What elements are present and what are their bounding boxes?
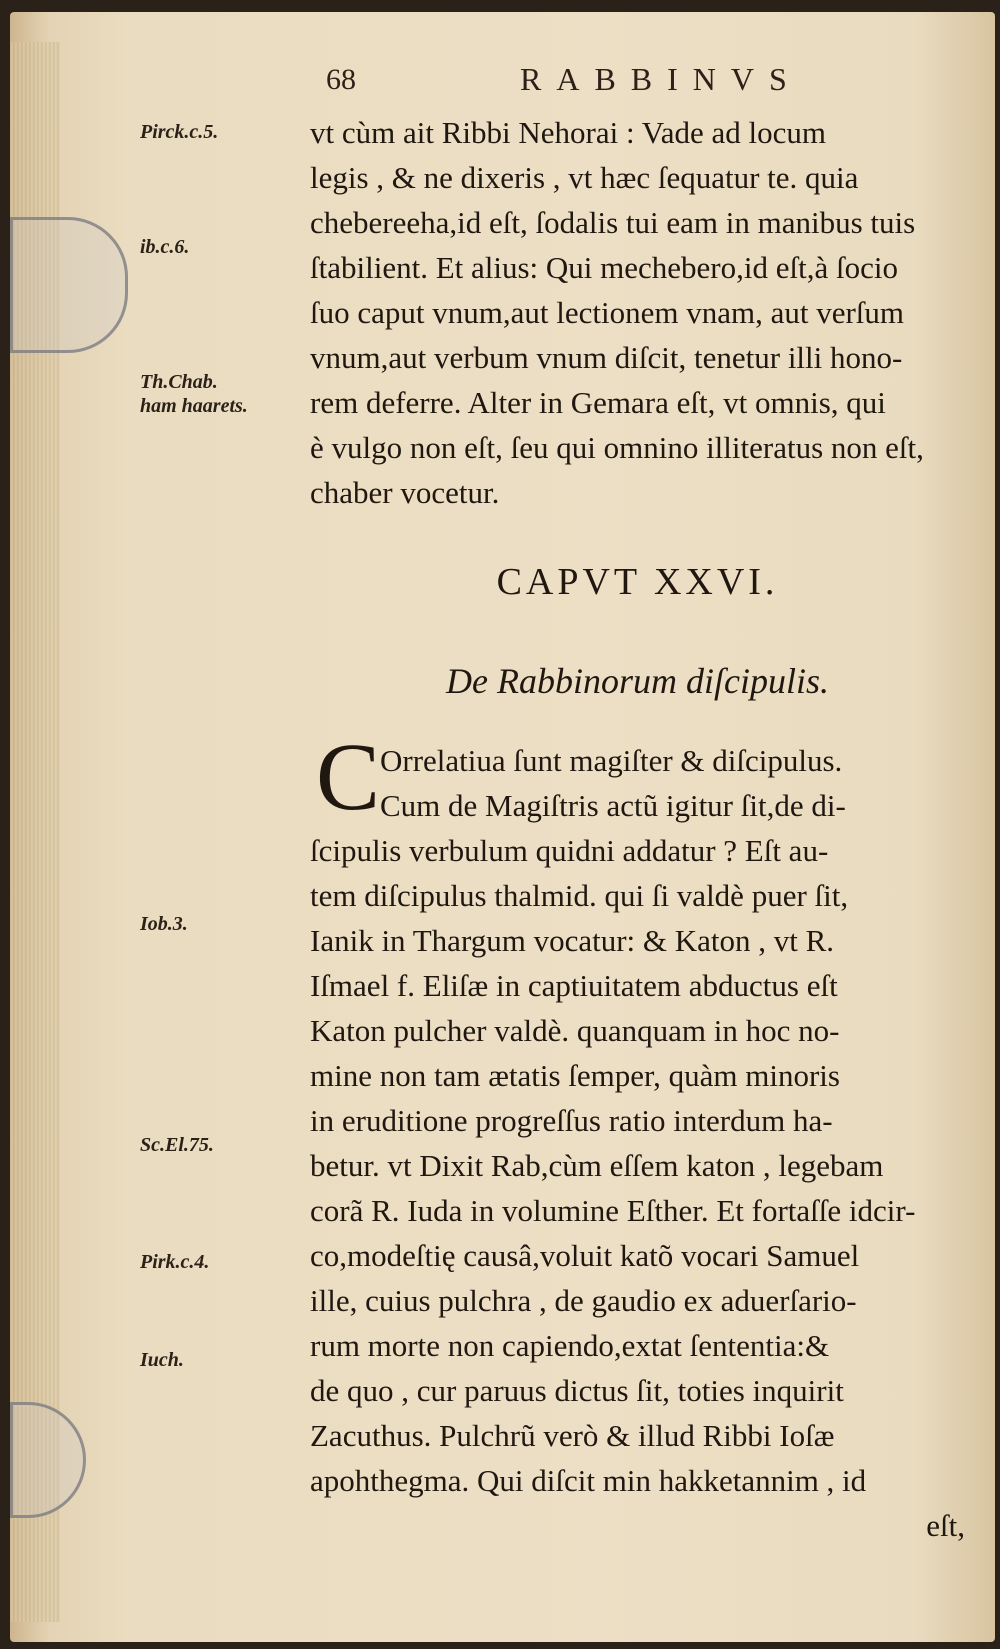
margin-note: Pirk.c.4. (140, 1251, 210, 1273)
text-line: de quo , cur paruus dictus ſit, toties inquirit (310, 1373, 844, 1408)
text-line: è vulgo non eſt, ſeu qui omnino illiteratus non eſt, (310, 430, 924, 465)
text-line: in eruditione progreſſus ratio interdum ha- (310, 1103, 833, 1138)
text-line: ille, cuius pulchra , de gaudio ex aduerſario- (310, 1283, 857, 1318)
text-line: Cum de Magiſtris actũ igitur ſit,de di- (380, 788, 846, 823)
margin-note: Th.Chab. (140, 371, 218, 393)
text-line: Katon pulcher valdè. quanquam in hoc no- (310, 1013, 840, 1048)
running-head: RABBINVS (520, 61, 802, 97)
margin-note: Pirck.c.5. (140, 121, 219, 143)
text-line: corã R. Iuda in volumine Eſther. Et fortaſſe idcir- (310, 1193, 916, 1228)
margin-note: ham haarets. (140, 395, 248, 417)
chapter-title: CAPVT XXVI. (496, 561, 779, 603)
text-line: Orrelatiua ſunt magiſter & diſcipulus. (380, 743, 843, 778)
book-clip-bottom (10, 1402, 86, 1518)
text-line: rem deferre. Alter in Gemara eſt, vt omnis, qui (310, 385, 886, 420)
text-line: tem diſcipulus thalmid. qui ſi valdè puer ſit, (310, 878, 849, 913)
text-line: apohthegma. Qui diſcit min hakketannim , id (310, 1463, 867, 1498)
text-line: Iſmael f. Eliſæ in captiuitatem abductus eſt (310, 968, 838, 1003)
text-line: mine non tam ætatis ſemper, quàm minoris (310, 1058, 840, 1093)
text-line: rum morte non capiendo,extat ſententia:& (310, 1328, 830, 1363)
text-line: Ianik in Thargum vocatur: & Katon , vt R. (310, 923, 835, 958)
margin-note: Iuch. (140, 1349, 184, 1371)
margin-note: ib.c.6. (140, 236, 190, 258)
body-paragraph (310, 738, 965, 1548)
text-line: ſtabilient. Et alius: Qui mechebero,id eſt,à ſocio (310, 250, 898, 285)
text-line: co,modeſtię causâ,voluit katõ vocari Samuel (310, 1238, 860, 1273)
text-line: Zacuthus. Pulchrũ verò & illud Ribbi Ioſæ (310, 1418, 835, 1453)
text-line: betur. vt Dixit Rab,cùm eſſem katon , legebam (310, 1148, 884, 1183)
margin-note: Sc.El.75. (140, 1134, 214, 1156)
chapter-subtitle: De Rabbinorum diſcipulis. (446, 661, 829, 701)
text-line: vnum,aut verbum vnum diſcit, tenetur illi hono- (310, 340, 903, 375)
drop-cap: C (316, 723, 381, 830)
text-line: ſcipulis verbulum quidni addatur ? Eſt au- (310, 833, 829, 868)
text-line: ſuo caput vnum,aut lectionem vnam, aut verſum (310, 295, 905, 330)
catchword: eſt, (926, 1508, 965, 1543)
margin-note: Iob.3. (140, 913, 188, 935)
text-line: vt cùm ait Ribbi Nehorai : Vade ad locum (310, 115, 826, 150)
text-line: chebereeha,id eſt, ſodalis tui eam in manibus tuis (310, 205, 916, 240)
book-clip-top (10, 217, 128, 353)
page-header (320, 55, 960, 105)
top-paragraph (310, 110, 965, 515)
page-number: 68 (326, 63, 356, 96)
text-line: legis , & ne dixeris , vt hæc ſequatur te. quia (310, 160, 859, 195)
text-line: chaber vocetur. (310, 475, 500, 510)
